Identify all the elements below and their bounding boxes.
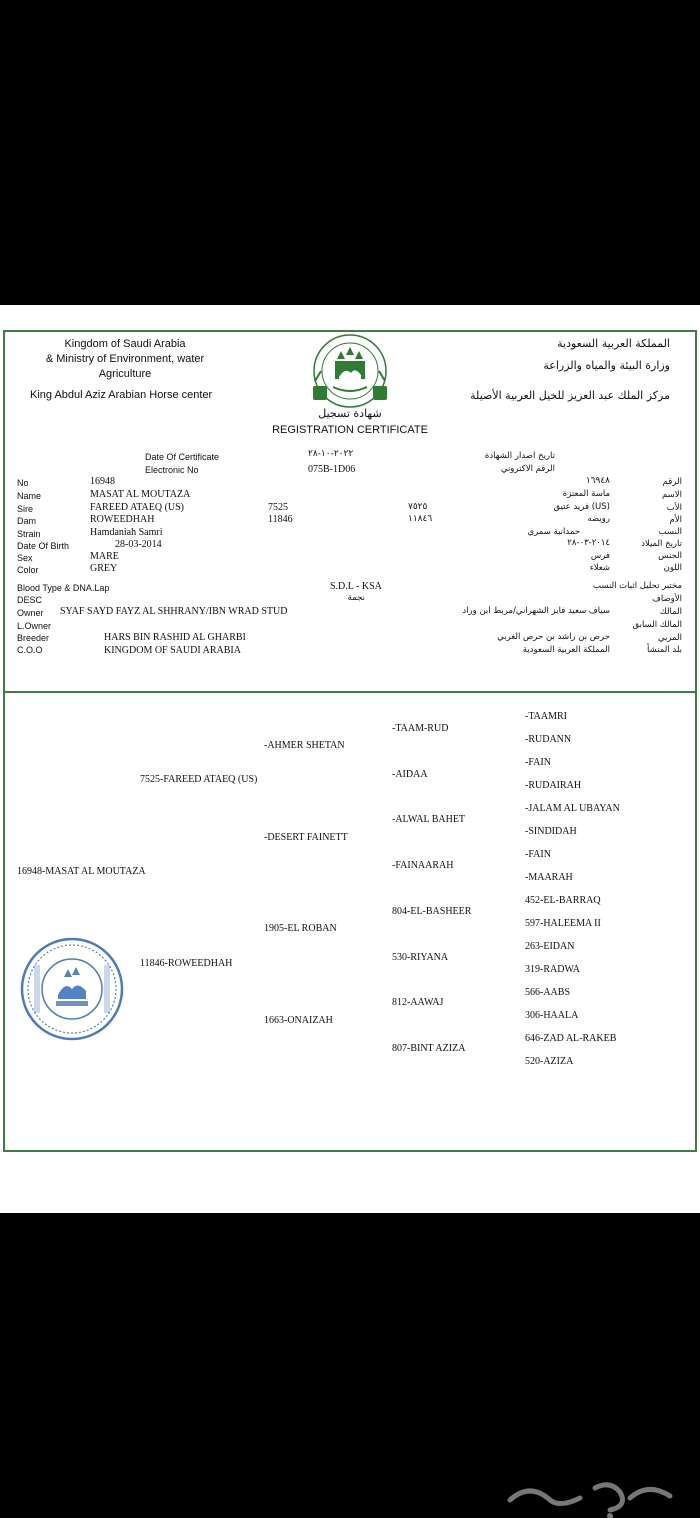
owner-value: SYAF SAYD FAYZ AL SHHRANY/IBN WRAD STUD	[60, 606, 288, 617]
no-value: 16948	[90, 476, 115, 487]
name-label-ar: الاسم	[662, 490, 682, 500]
name-value-ar: ماسة المعتزة	[562, 489, 610, 499]
header-en-line4: King Abdul Aziz Arabian Horse center	[30, 389, 213, 401]
pedigree-gen3-6: 530-RIYANA	[392, 952, 449, 963]
date-label: Date Of Certificate	[145, 452, 220, 462]
pedigree-gen4-5: -JALAM AL UBAYAN	[525, 803, 620, 814]
pedigree-gen4-6: -SINDIDAH	[525, 826, 577, 837]
desc-label-ar: الأوصاف	[652, 594, 682, 604]
dam-label-ar: الأم	[669, 515, 682, 525]
title-ar: شهادة تسجيل	[318, 407, 382, 420]
header-en-line1: Kingdom of Saudi Arabia	[64, 338, 186, 350]
ministry-logo-icon	[305, 331, 395, 416]
strain-label: Strain	[17, 529, 41, 539]
official-seal-icon	[18, 935, 126, 1043]
sire-number-ar: ٧٥٢٥	[408, 502, 428, 512]
pedigree-gen2-2: -DESERT FAINETT	[264, 832, 348, 843]
pedigree-gen4-11: 263-EIDAN	[525, 941, 575, 952]
sire-value-ar: (US) فريد عتيق	[553, 502, 610, 512]
pedigree-gen3-7: 812-AAWAJ	[392, 997, 444, 1008]
pedigree-gen4-15: 646-ZAD AL-RAKEB	[525, 1033, 617, 1044]
blood-label: Blood Type & DNA.Lap	[17, 583, 110, 593]
coo-label-ar: بلد المنشأ	[647, 645, 682, 655]
strain-label-ar: النسب	[658, 527, 682, 537]
dob-label-ar: تاريخ الميلاد	[641, 539, 682, 549]
pedigree-gen2-1: -AHMER SHETAN	[264, 740, 345, 751]
date-value: ٢٠٢٢-١٠-٢٨	[308, 449, 354, 459]
pedigree-gen4-9: 452-EL-BARRAQ	[525, 895, 601, 906]
sire-number: 7525	[268, 502, 288, 513]
electronic-value: 075B-1D06	[308, 464, 356, 475]
pedigree-gen4-16: 520-AZIZA	[525, 1056, 574, 1067]
date-label-ar: تاريخ اصدار الشهادة	[484, 451, 555, 461]
certificate-page	[0, 305, 700, 1213]
owner-label: Owner	[17, 608, 44, 618]
no-label-ar: الرقم	[662, 477, 682, 487]
electronic-label-ar: الرقم الاكتروني	[500, 464, 555, 474]
pedigree-gen2-4: 1663-ONAIZAH	[264, 1015, 333, 1026]
color-value: GREY	[90, 563, 118, 574]
strain-value-ar: حمدانية سمري	[527, 527, 580, 537]
lowner-label: L.Owner	[17, 621, 52, 631]
dam-number-ar: ١١٨٤٦	[408, 514, 433, 524]
lowner-label-ar: المالك السابق	[632, 620, 682, 630]
sex-value: MARE	[90, 551, 119, 562]
dam-label: Dam	[17, 516, 37, 526]
pedigree-gen3-2: -AIDAA	[392, 769, 428, 780]
sex-value-ar: فرس	[590, 551, 610, 561]
dam-value-ar: رويضه	[587, 514, 610, 524]
coo-value: KINGDOM OF SAUDI ARABIA	[104, 645, 241, 656]
sex-label-ar: الجنس	[658, 551, 682, 561]
pedigree-gen4-12: 319-RADWA	[525, 964, 580, 975]
dam-value: ROWEEDHAH	[90, 514, 155, 525]
pedigree-gen3-3: -ALWAL BAHET	[392, 814, 466, 825]
strain-value: Hamdaniah Samri	[90, 527, 163, 538]
section-divider	[3, 691, 697, 693]
header-en-line3: Agriculture	[98, 368, 152, 380]
pedigree-gen4-4: -RUDAIRAH	[525, 780, 582, 791]
site-watermark-icon	[500, 1470, 680, 1518]
color-label-ar: اللون	[663, 563, 682, 573]
breeder-value: HARS BIN RASHID AL GHARBI	[104, 632, 246, 643]
dob-value: 28-03-2014	[115, 539, 162, 550]
pedigree-gen4-14: 306-HAALA	[525, 1010, 579, 1021]
pedigree-gen4-1: -TAAMRI	[525, 711, 567, 722]
no-label: No	[17, 478, 29, 488]
pedigree-gen4-10: 597-HALEEMA II	[525, 918, 601, 929]
dam-number: 11846	[268, 514, 293, 525]
header-ar-line3: مركز الملك عبد العزيز للخيل العربية الأصيلة	[470, 389, 670, 402]
no-value-ar: ١٦٩٤٨	[585, 476, 610, 486]
pedigree-gen3-4: -FAINAARAH	[392, 860, 454, 871]
sire-value: FAREED ATAEQ (US)	[90, 502, 185, 513]
coo-label: C.O.O	[17, 645, 43, 655]
sire-label: Sire	[17, 504, 34, 514]
pedigree-sire: 7525-FAREED ATAEQ (US)	[140, 774, 258, 785]
pedigree-gen3-5: 804-EL-BASHEER	[392, 906, 472, 917]
pedigree-gen4-2: -RUDANN	[525, 734, 572, 745]
pedigree-gen4-13: 566-AABS	[525, 987, 571, 998]
pedigree-gen3-1: -TAAM-RUD	[392, 723, 449, 734]
header-ar-line2: وزارة البيئة والمياه والزراعة	[543, 359, 670, 372]
pedigree-dam: 11846-ROWEEDHAH	[140, 958, 233, 969]
name-value: MASAT AL MOUTAZA	[90, 489, 191, 500]
dob-label: Date Of Birth	[17, 541, 70, 551]
name-label: Name	[17, 491, 42, 501]
pedigree-gen4-3: -FAIN	[525, 757, 551, 768]
pedigree-gen4-7: -FAIN	[525, 849, 551, 860]
desc-value-ar: نجمة	[347, 593, 365, 603]
electronic-label: Electronic No	[145, 465, 199, 475]
sex-label: Sex	[17, 553, 33, 563]
title-en: REGISTRATION CERTIFICATE	[272, 424, 428, 436]
pedigree-gen2-3: 1905-EL ROBAN	[264, 923, 337, 934]
desc-label: DESC	[17, 595, 43, 605]
header-en-line2: & Ministry of Environment, water	[45, 353, 205, 365]
pedigree-horse: 16948-MASAT AL MOUTAZA	[17, 866, 146, 877]
breeder-value-ar: حرص بن راشد بن حرص الغربي	[497, 632, 610, 642]
breeder-label: Breeder	[17, 633, 50, 643]
pedigree-gen3-8: 807-BINT AZIZA	[392, 1043, 466, 1054]
header-ar-line1: المملكة العربية السعودية	[557, 337, 670, 350]
owner-label-ar: المالك	[659, 607, 682, 617]
owner-value-ar: سياف سعيد فايز الشهراني/مربط ابن وراد	[462, 606, 610, 616]
blood-value: S.D.L - KSA	[330, 581, 382, 592]
color-label: Color	[17, 565, 39, 575]
header-en	[30, 337, 220, 382]
pedigree-gen4-8: -MAARAH	[525, 872, 573, 883]
coo-value-ar: المملكة العربية السعودية	[522, 645, 610, 655]
breeder-label-ar: المربي	[657, 633, 682, 643]
color-value-ar: شعلاء	[589, 563, 610, 573]
dob-value-ar: ٢٠١٤-٠٣-٢٨	[567, 538, 610, 548]
blood-label-ar: مختبر تحليل اثبات النسب	[593, 581, 682, 591]
sire-label-ar: الأب	[666, 503, 682, 513]
